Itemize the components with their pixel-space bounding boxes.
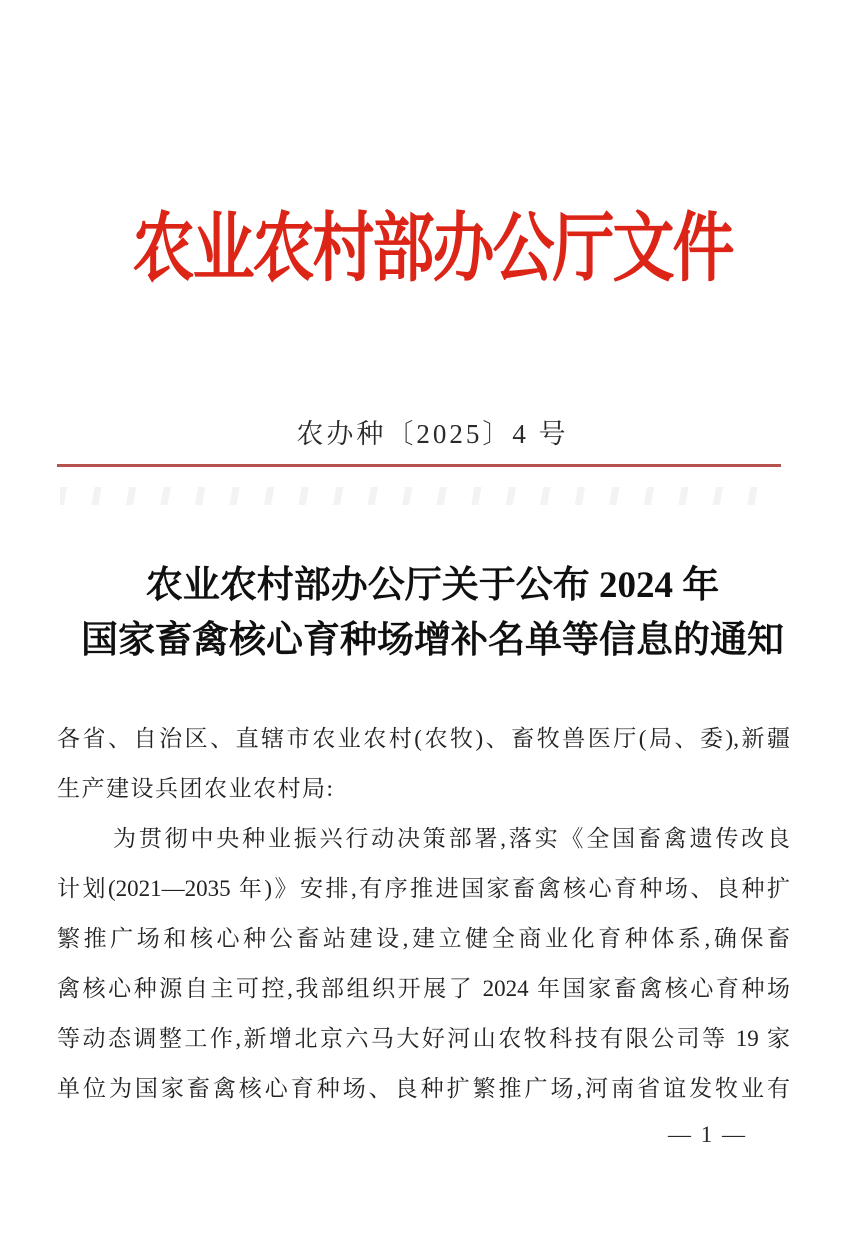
body-line-paragraph: 繁推广场和核心种公畜站建设,建立健全商业化育种体系,确保畜 xyxy=(57,926,790,951)
body-line-salutation-2: 生产建设兵团农业农村局: xyxy=(57,776,335,801)
document-title-line-2: 国家畜禽核心育种场增补名单等信息的通知 xyxy=(81,620,784,661)
document-body xyxy=(57,714,790,1114)
body-line-paragraph: 计划(2021—2035 年)》安排,有序推进国家畜禽核心育种场、良种扩 xyxy=(57,876,790,901)
body-line-paragraph: 为贯彻中央种业振兴行动决策部署,落实《全国畜禽遗传改良 xyxy=(113,826,790,851)
document-number: 农办种〔2025〕4 号 xyxy=(296,419,569,449)
document-title-line-1: 农业农村部办公厅关于公布 2024 年 xyxy=(145,565,720,606)
body-line-paragraph: 禽核心种源自主可控,我部组织开展了 2024 年国家畜禽核心育种场 xyxy=(57,976,790,1001)
body-line-paragraph: 单位为国家畜禽核心育种场、良种扩繁推广场,河南省谊发牧业有 xyxy=(57,1076,790,1101)
show-through-artifact xyxy=(60,487,776,505)
document-title xyxy=(30,558,835,668)
agency-masthead-title: 农业农村部办公厅文件 xyxy=(132,208,733,292)
red-divider-rule xyxy=(57,464,781,467)
body-line-salutation-1: 各省、自治区、直辖市农业农村(农牧)、畜牧兽医厅(局、委),新疆 xyxy=(57,726,790,751)
body-line-paragraph: 等动态调整工作,新增北京六马大好河山农牧科技有限公司等 19 家 xyxy=(57,1026,790,1051)
page-number: — 1 — xyxy=(668,1122,747,1147)
